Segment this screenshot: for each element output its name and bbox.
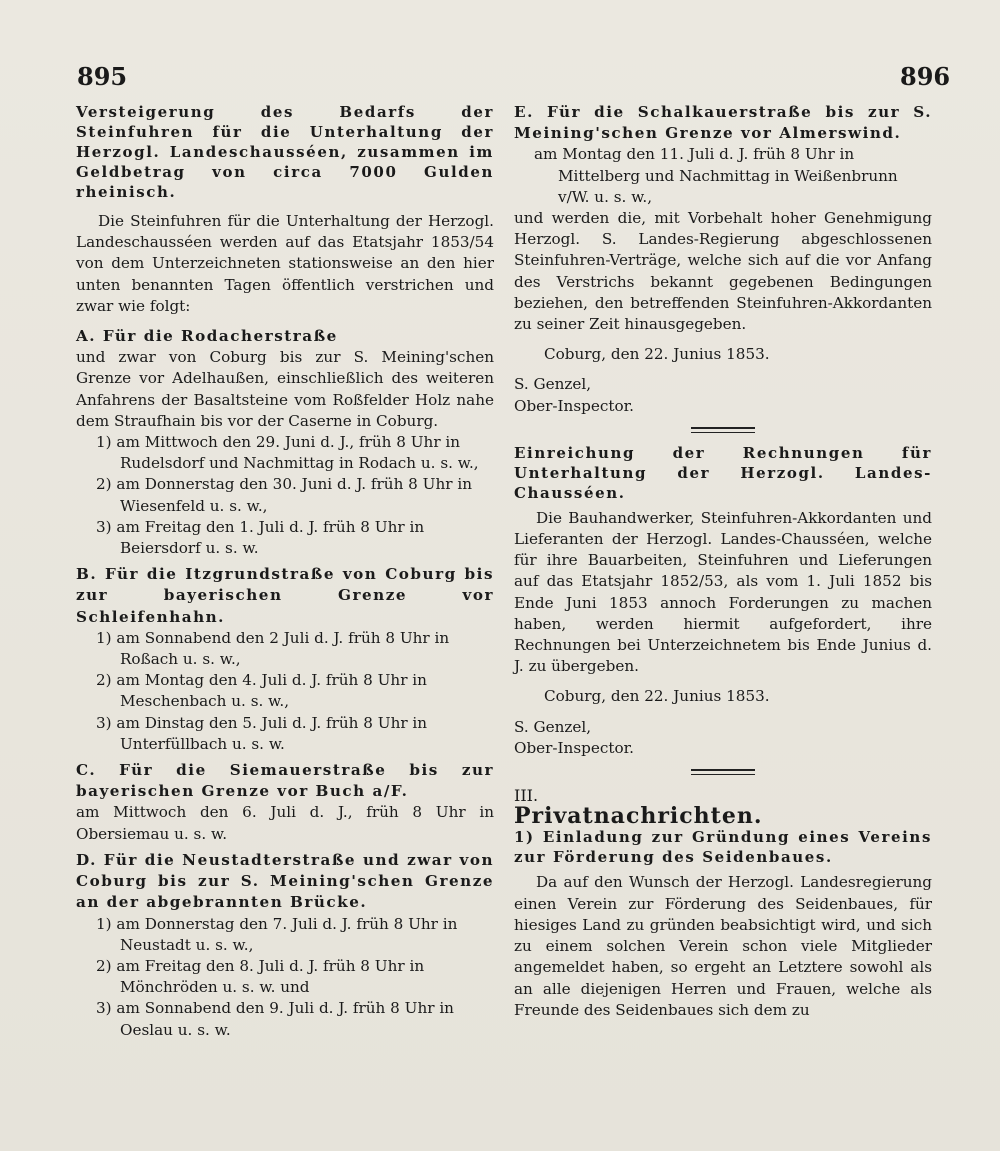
notice-3-heading: 1) Einladung zur Gründung eines Vereins zur Förderung des Seidenbaues. (514, 828, 932, 867)
auction-heading: Versteigerung des Bedarfs der Steinfuhren für die Unterhaltung der Herzogl. Landeschausséen, zusammen im Geldbetrag von circa 7000 Gulden rheinisch. (76, 103, 494, 201)
section-b-item: 1) am Sonnabend den 2 Juli d. J. früh 8 Uhr in Roßach u. s. w., (96, 628, 450, 669)
section-numeral: III. (514, 786, 539, 806)
page-number-left: 895 (77, 62, 128, 91)
divider-rule (691, 769, 755, 771)
signature-role: Ober-Inspector. (514, 396, 635, 415)
section-d-title: D. Für die Neustadterstraße und zwar von Coburg bis zur S. Meining'schen Grenze an der abgebrannten Brücke. (76, 850, 494, 912)
signature-name: S. Genzel, (514, 717, 592, 736)
section-e-text: am Montag den 11. Juli d. J. früh 8 Uhr in Mittelberg und Nachmittag in Weißenbrunn v/W. u. s. w., (534, 145, 898, 206)
section-d-item: 1) am Donnerstag den 7. Juli d. J. früh 8 Uhr in Neustadt u. s. w., (96, 914, 458, 954)
date-line: Coburg, den 22. Junius 1853. (544, 345, 770, 364)
notice-3-text: Da auf den Wunsch der Herzogl. Landesregierung einen Verein zur Förderung des Seidenbaues, für hiesiges Land zu gründen beabsichtigt wird, und sich zu einem solchen Verein schon viele Mitglieder angemeldet haben, so ergeht an Letztere sowohl als an alle diejenigen Herren und Frauen, welche als Freunde des Seidenbaues sich dem zu (514, 873, 932, 1019)
section-a-text: und zwar von Coburg bis zur S. Meining'schen Grenze vor Adelhaußen, einschließlich des weiteren Anfahrens der Basaltsteine vom Roßfelder Holz nahe dem Straufhain bis vor der Caserne in Coburg. (76, 348, 494, 430)
right-column (514, 102, 932, 1021)
section-e-title: E. Für die Schalkauerstraße bis zur S. Meining'schen Grenze vor Almerswind. (514, 103, 932, 143)
section-title: Privatnachrichten. (514, 803, 763, 830)
page-number-right: 896 (900, 62, 951, 91)
section-a-title: A. Für die Rodacherstraße (76, 327, 338, 346)
signature-role: Ober-Inspector. (514, 738, 635, 757)
date-line: Coburg, den 22. Junius 1853. (544, 687, 770, 706)
auction-intro: Die Steinfuhren für die Unterhaltung der Herzogl. Landeschausséen werden auf das Etatsjahr 1853/54 von dem Unterzeichneten stationsweise an den hier unten benannten Tagen öffentlich verstrichen und zwar wie folgt: (76, 212, 494, 315)
section-b-item: 3) am Dinstag den 5. Juli d. J. früh 8 Uhr in Unterfüllbach u. s. w. (96, 713, 428, 753)
signature-name: S. Genzel, (514, 375, 592, 394)
section-a-item: 2) am Donnerstag den 30. Juni d. J. früh 8 Uhr in Wiesenfeld u. s. w., (96, 475, 472, 515)
section-a-item: 3) am Freitag den 1. Juli d. J. früh 8 Uhr in Beiersdorf u. s. w. (96, 517, 425, 558)
section-b-item: 2) am Montag den 4. Juli d. J. früh 8 Uhr in Meschenbach u. s. w., (96, 671, 427, 711)
left-column (76, 102, 494, 1041)
section-c-text: am Mittwoch den 6. Juli d. J., früh 8 Uhr in Obersiemau u. s. w. (76, 803, 494, 843)
section-c-title: C. Für die Siemauerstraße bis zur bayerischen Grenze vor Buch a/F. (76, 761, 494, 801)
closing-text: und werden die, mit Vorbehalt hoher Genehmigung Herzogl. S. Landes-Regierung abgeschlossenen Steinfuhren-Verträge, welche sich auf die vor Anfang des Verstrichs bekannt gegebenen Bedingungen beziehen, den betreffenden Steinfuhren-Akkordanten zu seiner Zeit hinausgegeben. (514, 209, 932, 334)
notice-2-heading: Einreichung der Rechnungen für Unterhaltung der Herzogl. Landes-Chausséen. (514, 443, 932, 502)
divider-rule (691, 427, 755, 429)
section-d-item: 3) am Sonnabend den 9. Juli d. J. früh 8 Uhr in Oeslau u. s. w. (96, 999, 454, 1039)
section-b-title: B. Für die Itzgrundstraße von Coburg bis zur bayerischen Grenze vor Schleifenhahn. (76, 565, 494, 626)
section-d-item: 2) am Freitag den 8. Juli d. J. früh 8 Uhr in Mönchröden u. s. w. und (96, 956, 425, 997)
notice-2-text: Die Bauhandwerker, Steinfuhren-Akkordanten und Lieferanten der Herzogl. Landes-Chausséen, welche für ihre Bauarbeiten, Steinfuhren und Lieferungen auf das Etatsjahr 1852/53, als vom 1. Juli 1852 bis Ende Juni 1853 annoch Forderungen zu machen haben, werden hiermit aufgefordert, ihre Rechnungen bei Unterzeichnetem bis Ende Junius d. J. zu übergeben. (514, 508, 932, 676)
section-a-item: 1) am Mittwoch den 29. Juni d. J., früh 8 Uhr in Rudelsdorf und Nachmittag in Rodach u. s. w., (96, 433, 479, 473)
